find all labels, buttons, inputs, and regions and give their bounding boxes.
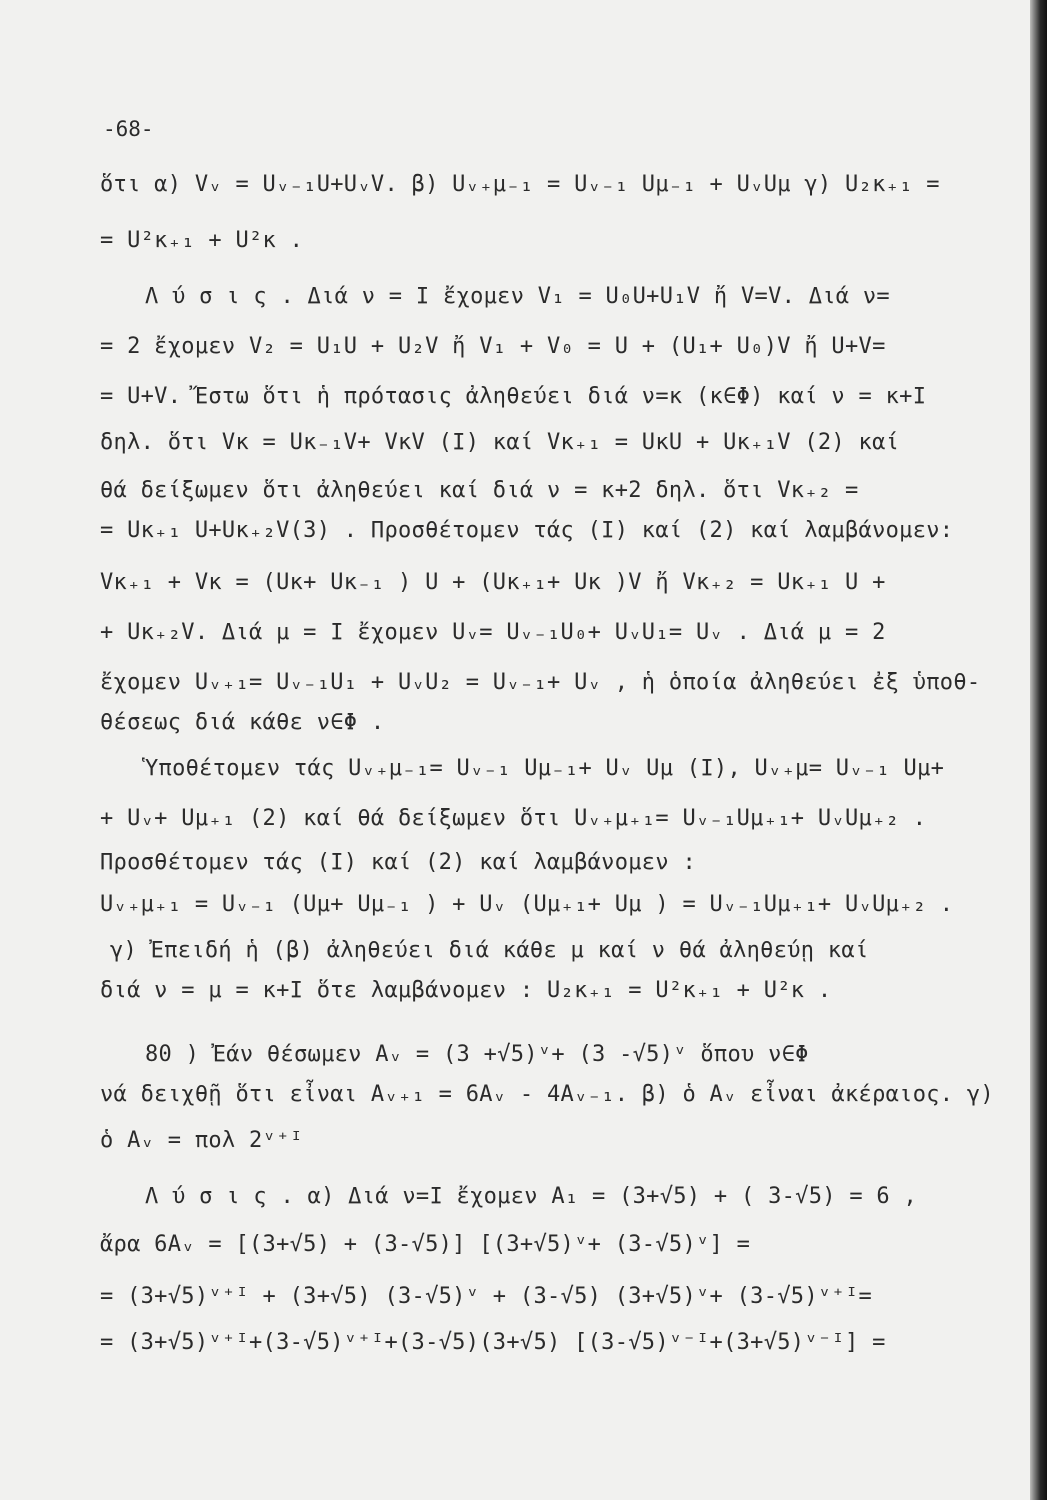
text-line-7: θά δείξωμεν ὅτι ἀληθεύει καί διά ν = κ+2 δηλ. ὅτι Vκ₊₂ = (100, 478, 859, 503)
text-line-22: Λ ύ σ ι ς . α) Διά ν=Ι ἔχομεν A₁ = (3+√5) + ( 3-√5) = 6 , (145, 1184, 918, 1209)
text-line-18: διά ν = μ = κ+Ι ὅτε λαμβάνομεν : U₂κ₊₁ = U²κ₊₁ + U²κ . (100, 978, 832, 1003)
text-line-11: ἔχομεν Uᵥ₊₁= Uᵥ₋₁U₁ + UᵥU₂ = Uᵥ₋₁+ Uᵥ , ἡ ὁποία ἀληθεύει ἐξ ὑποθ- (100, 670, 981, 695)
text-line-6: δηλ. ὅτι Vκ = Uκ₋₁V+ VκV (Ι) καί Vκ₊₁ = UκU + Uκ₊₁V (2) καί (100, 430, 900, 455)
text-line-1: ὅτι α) Vᵥ = Uᵥ₋₁U+UᵥV. β) Uᵥ₊μ₋₁ = Uᵥ₋₁ Uμ₋₁ + UᵥUμ γ) U₂κ₊₁ = (100, 172, 940, 197)
text-line-2: = U²κ₊₁ + U²κ . (100, 228, 304, 253)
page-edge-shadow (1030, 0, 1047, 1500)
text-line-25: = (3+√5)ᵛ⁺ᴵ+(3-√5)ᵛ⁺ᴵ+(3-√5)(3+√5) [(3-√5)ᵛ⁻ᴵ+(3+√5)ᵛ⁻ᴵ] = (100, 1330, 886, 1355)
text-line-19: 80 ) Ἐάν θέσωμεν Aᵥ = (3 +√5)ᵛ+ (3 -√5)ᵛ ὅπου ν∈Φ (145, 1042, 809, 1067)
text-line-12: θέσεως διά κάθε ν∈Φ . (100, 710, 385, 735)
text-line-10: + Uκ₊₂V. Διά μ = Ι ἔχομεν Uᵥ= Uᵥ₋₁U₀+ UᵥU₁= Uᵥ . Διά μ = 2 (100, 620, 886, 645)
text-line-9: Vκ₊₁ + Vκ = (Uκ+ Uκ₋₁ ) U + (Uκ₊₁+ Uκ )V ἤ Vκ₊₂ = Uκ₊₁ U + (100, 570, 886, 595)
text-line-5: = U+V. Ἔστω ὅτι ἡ πρότασις ἀληθεύει διά ν=κ (κ∈Φ) καί ν = κ+Ι (100, 384, 927, 409)
text-line-3: Λ ύ σ ι ς . Διά ν = Ι ἔχομεν V₁ = U₀U+U₁V ἤ V=V. Διά ν= (145, 284, 890, 309)
text-line-20: νά δειχθῇ ὅτι εἶναι Aᵥ₊₁ = 6Aᵥ - 4Aᵥ₋₁. β) ὁ Aᵥ εἶναι ἀκέραιος. γ) (100, 1082, 994, 1107)
text-line-15: Προσθέτομεν τάς (Ι) καί (2) καί λαμβάνομεν : (100, 850, 696, 875)
text-line-14: + Uᵥ+ Uμ₊₁ (2) καί θά δείξωμεν ὅτι Uᵥ₊μ₊₁= Uᵥ₋₁Uμ₊₁+ UᵥUμ₊₂ . (100, 806, 927, 831)
text-line-23: ἄρα 6Aᵥ = [(3+√5) + (3-√5)] [(3+√5)ᵛ+ (3-√5)ᵛ] = (100, 1232, 751, 1257)
text-line-17: γ) Ἐπειδή ἡ (β) ἀληθεύει διά κάθε μ καί ν θά ἀληθεύῃ καί (110, 938, 869, 963)
text-line-8: = Uκ₊₁ U+Uκ₊₂V(3) . Προσθέτομεν τάς (Ι) καί (2) καί λαμβάνομεν: (100, 518, 954, 543)
text-line-13: Ὑποθέτομεν τάς Uᵥ₊μ₋₁= Uᵥ₋₁ Uμ₋₁+ Uᵥ Uμ (Ι), Uᵥ₊μ= Uᵥ₋₁ Uμ+ (145, 756, 945, 781)
text-line-21: ὁ Aᵥ = πολ 2ᵛ⁺ᴵ (100, 1128, 304, 1153)
page-number: -68- (103, 117, 154, 141)
text-line-24: = (3+√5)ᵛ⁺ᴵ + (3+√5) (3-√5)ᵛ + (3-√5) (3+√5)ᵛ+ (3-√5)ᵛ⁺ᴵ= (100, 1284, 873, 1309)
text-line-16: Uᵥ₊μ₊₁ = Uᵥ₋₁ (Uμ+ Uμ₋₁ ) + Uᵥ (Uμ₊₁+ Uμ ) = Uᵥ₋₁Uμ₊₁+ UᵥUμ₊₂ . (100, 892, 954, 917)
text-line-4: = 2 ἔχομεν V₂ = U₁U + U₂V ἤ V₁ + V₀ = U + (U₁+ U₀)V ἤ U+V= (100, 334, 886, 359)
